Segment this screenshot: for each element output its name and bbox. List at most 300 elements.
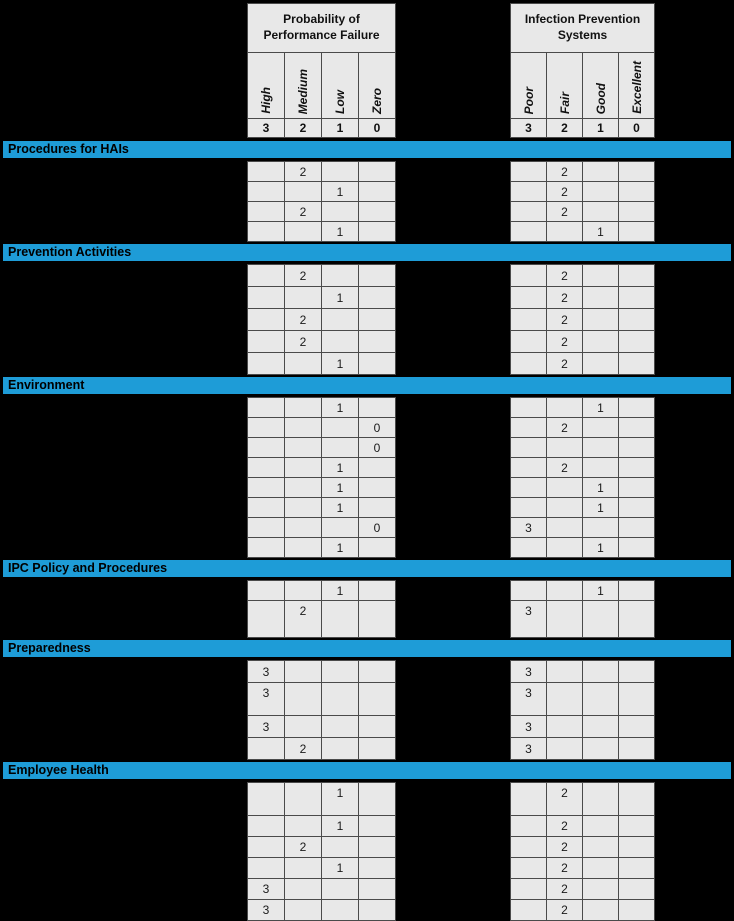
ips-cells: [510, 537, 655, 558]
ips-cells: [510, 857, 655, 879]
ips-score-cell: 2: [546, 308, 583, 331]
ips-score-cell: [510, 457, 547, 478]
section-header-prevention-activities: Prevention Activities: [3, 244, 731, 261]
ppf-score-cell: 2: [284, 600, 322, 638]
ips-score-cell: [582, 715, 619, 738]
ips-score-cell: [510, 181, 547, 202]
ppf-score-cell: [247, 308, 285, 331]
ips-score-cell: [510, 417, 547, 438]
table-row: [0, 715, 734, 738]
ppf-score-cell: [247, 181, 285, 202]
ips-score-cell: 2: [546, 352, 583, 375]
ppf-score-cell: [358, 286, 396, 309]
ppf-header-title: Probability of Performance Failure: [247, 3, 396, 53]
ips-score-cell: [546, 497, 583, 518]
ppf-score-cell: [321, 201, 359, 222]
ips-score-cell: 1: [582, 477, 619, 498]
section-header-procedures-for-hais: Procedures for HAIs: [3, 141, 731, 158]
table-row: [0, 878, 734, 900]
ips-score-cell: [510, 857, 547, 879]
ips-score-cell: [618, 600, 655, 638]
ppf-score-cell: [247, 737, 285, 760]
ppf-score-cell: 0: [358, 437, 396, 458]
ppf-header: [247, 3, 396, 138]
ips-score-cell: [618, 264, 655, 287]
ppf-score-cell: [247, 286, 285, 309]
ips-score-cell: 3: [510, 517, 547, 538]
ppf-cells: [247, 715, 396, 738]
ppf-col-high: [247, 52, 285, 119]
ips-cells: [510, 352, 655, 375]
ips-col-excellent: [618, 52, 655, 119]
ips-score-cell: 2: [546, 899, 583, 921]
ips-score-cell: [510, 397, 547, 418]
ppf-col-medium-label: Medium: [296, 68, 310, 114]
ppf-score-cell: 1: [321, 457, 359, 478]
ips-cells: [510, 201, 655, 222]
ppf-score-2: 2: [284, 118, 322, 138]
ppf-score-cell: [358, 836, 396, 858]
table-row: [0, 899, 734, 921]
ips-cells: [510, 181, 655, 202]
ips-score-cell: [618, 660, 655, 683]
ppf-score-cell: [284, 397, 322, 418]
ppf-score-cell: 1: [321, 181, 359, 202]
ips-cells: [510, 715, 655, 738]
ips-score-cell: [510, 580, 547, 601]
ips-cells: [510, 600, 655, 638]
ppf-score-cell: [284, 537, 322, 558]
ips-score-cell: [546, 537, 583, 558]
ppf-cells: [247, 330, 396, 353]
ppf-cells: [247, 264, 396, 287]
ips-score-cell: [510, 537, 547, 558]
table-row: [0, 201, 734, 222]
ips-column-labels: [510, 52, 655, 119]
ppf-score-cell: [284, 815, 322, 837]
ppf-cells: [247, 857, 396, 879]
ips-score-cell: [546, 437, 583, 458]
ppf-score-cell: 1: [321, 397, 359, 418]
ppf-score-cell: [358, 878, 396, 900]
ppf-score-cell: 1: [321, 497, 359, 518]
ips-score-cell: [618, 715, 655, 738]
ips-score-cell: [546, 660, 583, 683]
ppf-score-cell: 2: [284, 836, 322, 858]
ppf-cells: [247, 737, 396, 760]
ips-score-2: 2: [546, 118, 583, 138]
ppf-cells: [247, 878, 396, 900]
ppf-score-cell: 0: [358, 417, 396, 438]
ppf-score-cell: 2: [284, 201, 322, 222]
ppf-score-0: 0: [358, 118, 396, 138]
ppf-score-cell: 2: [284, 330, 322, 353]
table-row: [0, 221, 734, 242]
ppf-score-cell: [321, 264, 359, 287]
ppf-score-cell: [358, 857, 396, 879]
ppf-column-labels: [247, 52, 396, 119]
ppf-score-cell: [247, 221, 285, 242]
ips-header-title: Infection Prevention Systems: [510, 3, 655, 53]
table-row: [0, 286, 734, 309]
ips-cells: [510, 580, 655, 601]
ips-score-cell: [582, 836, 619, 858]
ips-score-cell: [510, 815, 547, 837]
ppf-score-row: [247, 118, 396, 138]
ips-score-cell: [510, 264, 547, 287]
table-row: [0, 782, 734, 816]
ppf-score-cell: [247, 397, 285, 418]
ppf-score-cell: [358, 600, 396, 638]
ips-score-cell: [510, 836, 547, 858]
ips-score-cell: 3: [510, 660, 547, 683]
section-rows-ipc-policy-and-procedures: [0, 580, 734, 638]
ppf-score-cell: [247, 477, 285, 498]
ppf-score-cell: [247, 517, 285, 538]
ips-score-cell: [618, 397, 655, 418]
ips-score-cell: [582, 782, 619, 816]
ppf-cells: [247, 201, 396, 222]
ppf-score-cell: [358, 264, 396, 287]
ips-cells: [510, 264, 655, 287]
sections: [0, 139, 734, 921]
ppf-score-cell: 1: [321, 580, 359, 601]
ips-score-cell: [618, 857, 655, 879]
ppf-score-cell: [247, 537, 285, 558]
ips-cells: [510, 417, 655, 438]
ips-score-cell: 1: [582, 497, 619, 518]
ppf-score-cell: [321, 737, 359, 760]
ips-score-cell: [510, 899, 547, 921]
ips-cells: [510, 437, 655, 458]
ips-score-cell: [618, 286, 655, 309]
ips-cells: [510, 878, 655, 900]
ppf-score-cell: [247, 580, 285, 601]
ips-score-cell: [546, 580, 583, 601]
table-row: [0, 857, 734, 879]
ppf-score-cell: [247, 457, 285, 478]
ppf-score-cell: [358, 782, 396, 816]
ppf-score-cell: [284, 477, 322, 498]
ips-score-cell: [510, 308, 547, 331]
ppf-cells: [247, 352, 396, 375]
ips-cells: [510, 221, 655, 242]
ppf-score-cell: [284, 437, 322, 458]
table-row: [0, 517, 734, 538]
ppf-score-cell: [321, 600, 359, 638]
ips-score-cell: 1: [582, 537, 619, 558]
ips-score-cell: [546, 715, 583, 738]
ppf-cells: [247, 899, 396, 921]
ips-score-cell: [582, 417, 619, 438]
ppf-score-cell: [247, 417, 285, 438]
ppf-cells: [247, 181, 396, 202]
ips-score-cell: [546, 517, 583, 538]
ips-score-cell: 3: [510, 600, 547, 638]
table-row: [0, 836, 734, 858]
ppf-score-cell: [284, 417, 322, 438]
ppf-cells: [247, 815, 396, 837]
ips-score-cell: [510, 161, 547, 182]
ips-cells: [510, 161, 655, 182]
ips-score-cell: [582, 330, 619, 353]
ips-score-cell: [582, 264, 619, 287]
ppf-score-cell: [284, 682, 322, 716]
ips-col-fair: [546, 52, 583, 119]
table-row: [0, 815, 734, 837]
ips-score-cell: 2: [546, 857, 583, 879]
ppf-cells: [247, 477, 396, 498]
ppf-score-cell: [247, 161, 285, 182]
ppf-score-cell: [358, 221, 396, 242]
ips-score-cell: [510, 497, 547, 518]
ppf-score-cell: 1: [321, 857, 359, 879]
table-row: [0, 352, 734, 375]
ppf-score-cell: [284, 660, 322, 683]
ppf-score-cell: [358, 352, 396, 375]
ips-cells: [510, 517, 655, 538]
ppf-cells: [247, 682, 396, 716]
section-rows-preparedness: [0, 660, 734, 760]
ips-score-cell: [546, 737, 583, 760]
section-rows-procedures-for-hais: [0, 161, 734, 242]
ppf-score-cell: [284, 899, 322, 921]
ppf-score-cell: [284, 457, 322, 478]
ips-score-cell: [582, 660, 619, 683]
section-header-preparedness: Preparedness: [3, 640, 731, 657]
ips-score-cell: [618, 899, 655, 921]
ips-score-1: 1: [582, 118, 619, 138]
ips-score-cell: [582, 857, 619, 879]
ppf-cells: [247, 457, 396, 478]
table-row: [0, 682, 734, 716]
ppf-cells: [247, 580, 396, 601]
ips-col-poor-label: Poor: [521, 86, 536, 114]
ips-score-cell: 2: [546, 782, 583, 816]
ppf-score-cell: [321, 437, 359, 458]
ips-score-cell: [546, 600, 583, 638]
table-row: [0, 264, 734, 287]
ppf-score-cell: [358, 330, 396, 353]
ips-score-cell: [618, 437, 655, 458]
ppf-score-cell: [358, 497, 396, 518]
ips-score-cell: [618, 836, 655, 858]
ips-score-cell: 2: [546, 815, 583, 837]
ppf-score-cell: [247, 836, 285, 858]
table-row: [0, 437, 734, 458]
ppf-col-zero: [358, 52, 396, 119]
ppf-score-cell: [358, 537, 396, 558]
ppf-score-cell: [284, 857, 322, 879]
ips-score-cell: [582, 286, 619, 309]
ppf-score-cell: [358, 715, 396, 738]
ppf-score-cell: [358, 580, 396, 601]
ppf-score-cell: [358, 815, 396, 837]
ips-score-cell: [582, 517, 619, 538]
ips-score-cell: [618, 477, 655, 498]
ips-score-cell: 2: [546, 330, 583, 353]
ppf-cells: [247, 497, 396, 518]
ppf-score-cell: 3: [247, 878, 285, 900]
ppf-score-cell: [321, 715, 359, 738]
ppf-cells: [247, 161, 396, 182]
ips-score-cell: 2: [546, 286, 583, 309]
ips-score-cell: [582, 457, 619, 478]
ips-score-cell: [546, 477, 583, 498]
ppf-score-cell: 1: [321, 782, 359, 816]
ppf-score-cell: [321, 517, 359, 538]
ppf-col-zero-label: Zero: [370, 87, 384, 114]
ips-score-3: 3: [510, 118, 547, 138]
ips-score-cell: [618, 181, 655, 202]
ppf-score-cell: [321, 161, 359, 182]
ips-score-cell: [618, 221, 655, 242]
ppf-score-cell: [247, 857, 285, 879]
ppf-score-1: 1: [321, 118, 359, 138]
ppf-score-cell: 3: [247, 899, 285, 921]
ppf-score-cell: 3: [247, 682, 285, 716]
ips-cells: [510, 682, 655, 716]
ppf-score-cell: 1: [321, 286, 359, 309]
ppf-cells: [247, 417, 396, 438]
ppf-score-cell: [321, 330, 359, 353]
ips-cells: [510, 308, 655, 331]
ppf-score-cell: 1: [321, 221, 359, 242]
ppf-cells: [247, 660, 396, 683]
ips-score-cell: [546, 682, 583, 716]
ppf-score-cell: 2: [284, 737, 322, 760]
table-row: [0, 330, 734, 353]
ppf-score-cell: 3: [247, 660, 285, 683]
table-row: [0, 660, 734, 683]
ips-score-cell: [582, 600, 619, 638]
ips-score-cell: 3: [510, 682, 547, 716]
ips-cells: [510, 477, 655, 498]
ppf-score-cell: [321, 660, 359, 683]
ips-col-poor: [510, 52, 547, 119]
ips-score-cell: 2: [546, 201, 583, 222]
ips-score-cell: [510, 221, 547, 242]
ips-score-cell: [618, 737, 655, 760]
ips-score-cell: [510, 782, 547, 816]
ppf-score-cell: [284, 221, 322, 242]
ppf-cells: [247, 836, 396, 858]
table-row: [0, 537, 734, 558]
ppf-score-cell: [358, 682, 396, 716]
ppf-cells: [247, 286, 396, 309]
ips-score-cell: 2: [546, 181, 583, 202]
ips-score-cell: [618, 308, 655, 331]
ppf-score-cell: [247, 600, 285, 638]
ips-cells: [510, 737, 655, 760]
ppf-score-cell: [284, 782, 322, 816]
ppf-score-cell: [284, 878, 322, 900]
table-row: [0, 417, 734, 438]
ips-score-cell: [510, 201, 547, 222]
ips-score-cell: [582, 682, 619, 716]
ips-cells: [510, 899, 655, 921]
section-rows-prevention-activities: [0, 264, 734, 375]
ips-score-cell: [510, 330, 547, 353]
ppf-score-cell: [284, 580, 322, 601]
ppf-score-cell: 2: [284, 161, 322, 182]
ips-score-cell: 1: [582, 397, 619, 418]
table-row: [0, 161, 734, 182]
ips-cells: [510, 815, 655, 837]
ppf-score-cell: [247, 815, 285, 837]
ppf-score-cell: [247, 437, 285, 458]
ips-score-cell: 1: [582, 221, 619, 242]
ppf-cells: [247, 600, 396, 638]
ppf-score-cell: [358, 457, 396, 478]
ips-cells: [510, 782, 655, 816]
ips-score-cell: 2: [546, 457, 583, 478]
ppf-col-high-label: High: [259, 87, 273, 114]
ppf-col-low-label: Low: [333, 90, 347, 114]
ppf-score-cell: [358, 477, 396, 498]
ppf-score-cell: [284, 497, 322, 518]
ips-score-cell: [546, 397, 583, 418]
ips-col-good: [582, 52, 619, 119]
ppf-cells: [247, 517, 396, 538]
ips-score-cell: [510, 437, 547, 458]
ppf-score-cell: [358, 737, 396, 760]
ppf-score-cell: [358, 201, 396, 222]
ips-col-excellent-label: Excellent: [629, 61, 644, 114]
ips-score-cell: [618, 517, 655, 538]
ips-score-cell: [618, 815, 655, 837]
section-header-environment: Environment: [3, 377, 731, 394]
ppf-score-cell: [358, 181, 396, 202]
ips-score-cell: [618, 161, 655, 182]
ips-score-row: [510, 118, 655, 138]
ppf-col-low: [321, 52, 359, 119]
ips-score-cell: [618, 201, 655, 222]
ppf-score-cell: 1: [321, 537, 359, 558]
ips-score-cell: [582, 815, 619, 837]
ppf-score-cell: 3: [247, 715, 285, 738]
ips-score-cell: [582, 737, 619, 760]
ips-cells: [510, 660, 655, 683]
table-row: [0, 457, 734, 478]
ppf-score-cell: [247, 201, 285, 222]
ppf-score-cell: [321, 836, 359, 858]
ips-cells: [510, 457, 655, 478]
ips-score-cell: [582, 899, 619, 921]
ppf-score-cell: [247, 330, 285, 353]
ppf-score-3: 3: [247, 118, 285, 138]
ips-score-cell: [618, 580, 655, 601]
ips-score-cell: [618, 537, 655, 558]
ppf-cells: [247, 437, 396, 458]
ips-score-cell: 3: [510, 737, 547, 760]
ips-score-cell: 2: [546, 264, 583, 287]
ppf-score-cell: 2: [284, 264, 322, 287]
ppf-score-cell: [358, 660, 396, 683]
ips-score-cell: [582, 878, 619, 900]
ppf-score-cell: 2: [284, 308, 322, 331]
ppf-score-cell: [321, 682, 359, 716]
ppf-cells: [247, 221, 396, 242]
ppf-cells: [247, 537, 396, 558]
ips-header: [510, 3, 655, 138]
ips-score-cell: [618, 878, 655, 900]
ppf-score-cell: 1: [321, 815, 359, 837]
ppf-score-cell: [321, 417, 359, 438]
ppf-score-cell: [358, 397, 396, 418]
ips-score-cell: [546, 221, 583, 242]
section-rows-environment: [0, 397, 734, 558]
